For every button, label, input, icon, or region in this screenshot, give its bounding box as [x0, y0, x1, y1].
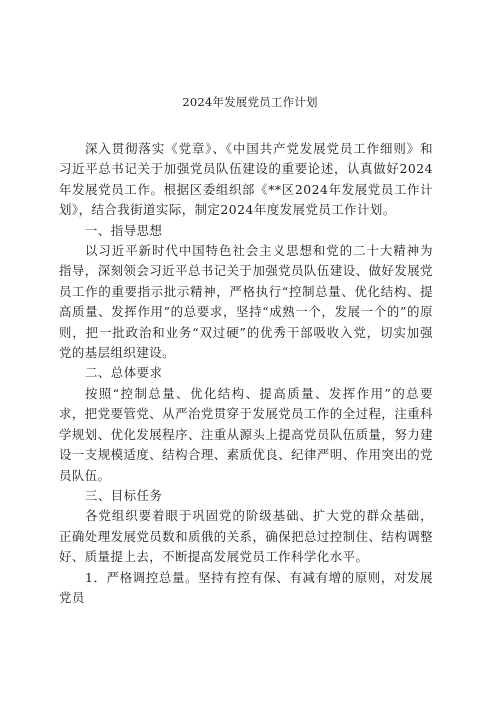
paragraph-intro: 深入贯彻落实《党章》、《中国共产党发展党员工作细则》和习近平总书记关于加强党员队伍建设的重要论述，认真做好2024年发展党员工作。根据区委组织部《**区2024年发展党员工作计划》，结合我街道实际，制定2024年度发展党员工作计划。 [59, 141, 433, 218]
paragraph-goals-tasks: 各党组织要着眼于巩固党的阶级基础、扩大党的群众基础，正确处理发展党员数和质俄的关系，确保把总过控制住、结构调整好、质量提上去，不断提高发展党员工作科学化水平。 [59, 508, 433, 565]
section-heading-guiding-ideology: 一、指导思想 [85, 222, 163, 238]
section-heading-goals-tasks: 三、目标任务 [85, 487, 163, 503]
paragraph-guiding-ideology: 以习近平新时代中国特色社会主义思想和党的二十大精神为指导，深刻领会习近平总书记关于加强党员队伍建设、做好发展党员工作的重要指示批示精神，严格执行“控制总量、优化结构、提高质量、发挥作用”的总要求，坚持“成熟一个，发展一个的”的原则，把一批政治和业务“双过硬”的优秀干部吸收入党，切实加强党的基层组织建设。 [59, 243, 433, 361]
paragraph-general-requirements: 按照“控制总量、优化结构、提高质量、发挥作用”的总要求，把党要管党、从严治党贯穿于发展党员工作的全过程，注重科学规划、优化发展程序、注重从源头上提高党员队伍质量，努力建设一支规模适度、结构合理、素质优良、纪律严明、作用突出的党员队伍。 [59, 385, 433, 483]
document-body [59, 139, 433, 608]
paragraph-item-1: 1．严格调控总量。坚持有控有保、有减有增的原则，对发展党员 [59, 569, 433, 605]
document-title: 2024年发展党员工作计划 [182, 95, 318, 109]
section-heading-general-requirements: 二、总体要求 [85, 365, 163, 381]
